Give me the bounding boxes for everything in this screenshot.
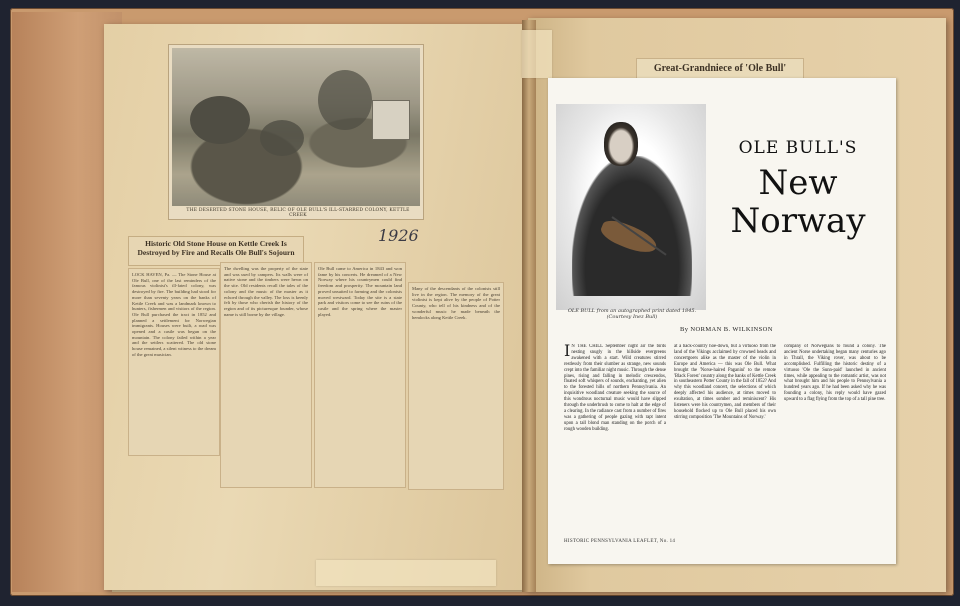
column-text: LOCK HAVEN, Pa. — The Stone House at Ole Bull, one of the last reminders of the famous violinist's ill-fated colony, was destroyed by fire. The building had stood for more than seventy years on the banks of Kettle Creek and was a landmark known to hunters, fishermen and visitors of the region. Ole Bull purchased the tract in 1852 and planned a settlement for Norwegian immigrants. Houses were built, a road was opened and a castle was begun on the mountain. The colony failed within a year and the settlers scattered. The old stone house remained, a silent witness to the dream of the great musician. [132,272,216,357]
magazine-column-2 [674,344,776,534]
article-column-3 [314,262,406,488]
book-spine [522,20,536,592]
page-footer: HISTORIC PENNSYLVANIA LEAFLET, No. 14 [564,539,676,544]
handwritten-year: 1926 [378,226,419,245]
article-title-line-2: New [758,163,838,203]
column-text: The dwelling was the property of the state and was used by campers. Its walls were of native stone and the timbers were hewn on the site. Old residents recall the tales of the colony and the music of the master as it echoed through the valley. The loss is keenly felt by those who cherish the history of the region and of its picturesque founder, whose name is still borne by the village. [224,266,308,317]
column-text: at a back-country hoe-down, but a virtuoso from the land of the Vikings acclaimed by crowned heads and concertgoers alike as the master of the violin in Europe and America — this was Ole Bull. What brought the 'Norse-haired Paganini' to the remote 'Black Forest' country along the banks of Kettle Creek in southeastern Potter County in the fall of 1852? And why this woodland concert, the selections of which deeply affected his audience, at times moved to exultation, at times somber and reminiscent? His listeners were his countrymen, and members of their household flocked up to Ole Bull placed his own stirring composition 'The Mountains of Norway.' [674,344,776,420]
magazine-column-1 [564,344,666,534]
column-text: company of Norwegians to found a colony. The ancient Norse undertaking began many centuries ago in Thrall, the Viking rover, was about to be accomplished. Fulfilling the historic destiny of a virtuoso 'Ole the Sunn-paid' launched in ancient times, while appealing to the romantic artist, was not what brought him and his people to Pennsylvania a hundred years ago. If he had been asked why he was founding a colony, his reply would have gazed upward to a flag flying from the top of a tall pine tree. [784,344,886,403]
byline: By NORMAN B. WILKINSON [680,326,773,333]
grandniece-clipping: Great-Grandniece of 'Ole Bull' [636,58,804,80]
column-text: N THE CHILL September night air the birds nesting snugly in the hillside evergreens awakened with a start. Wild creatures stirred restlessly from their slumber as strange, new sounds crept into the familiar night music. Through the dense pines, rising and falling in melodic crescendos, floated soft whispers of sounds, enchanting, yet alien to the forested hills of northern Pennsylvania. An inquisitive woodland creature seeking the source of this wondrous nocturnal music would have slipped through the underbrush to come to halt at the edge of a clearing. In the radiance cast from a number of fires was a gathering of people gazing with rapt intent upon a tall blond man standing on the porch of a rough wooden building. [564,344,666,432]
tape-strip [316,560,496,586]
magazine-column-3 [784,344,886,540]
article-title-line-1: OLE BULL'S [738,138,858,158]
dropcap: I [564,344,571,360]
article-column-1 [128,268,220,456]
headline-clipping: Historic Old Stone House on Kettle Creek Is Destroyed by Fire and Recalls Ole Bull's Sojourn [128,236,304,266]
article-column-2 [220,262,312,488]
column-text: Ole Bull came to America in 1843 and won fame by his concerts. He dreamed of a New Norway where his countrymen could find freedom and prosperity. The mountain land proved unsuited to farming and the colonists moved westward. Today the site is a state park and visitors come to see the ruins of the castle and the spring where the master played. [318,266,402,317]
portrait-caption: OLE BULL from an autographed print dated 1845. (Courtesy Inez Bull) [567,308,697,320]
tree-shape [190,96,250,144]
tree-shape [318,70,372,130]
column-text: Many of the descendants of the colonists still live in the region. The memory of the great violinist is kept alive by the people of Potter County, who tell of his kindness and of the wonderful music he made beneath the hemlocks along Kettle Creek. [412,286,500,320]
article-column-4 [408,282,504,490]
tape-strip [522,30,552,78]
figure-head [604,122,638,166]
article-title-line-3: Norway [730,201,866,241]
tree-shape [260,120,304,156]
photo-caption: THE DESERTED STONE HOUSE, RELIC OF OLE BULL'S ILL-STARRED COLONY, KETTLE CREEK [186,208,410,218]
stone-house [372,100,410,140]
